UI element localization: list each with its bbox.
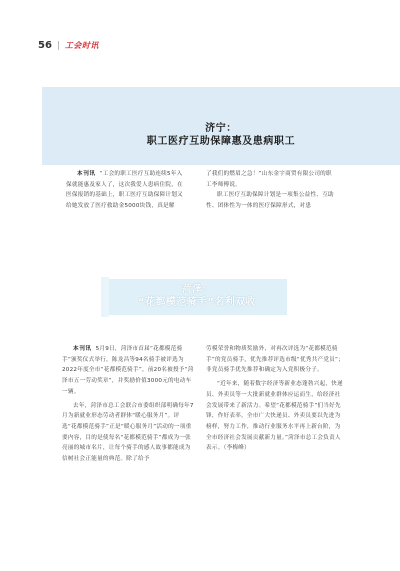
article1-right-para1: 了我们的燃眉之急！”山东金宇商贸有限公司的职工李师傅说。: [206, 171, 332, 188]
article2-lead-label: 本刊讯: [73, 346, 92, 352]
article2-right-para2: “近年来，随着数字经济等新业态蓬勃兴起，快递员、外卖员等一大批新就业群体应运而生，给经济社会发展带来了新活力。希望“花都模范骑手”们当好先锋，作好表率。全市广大快递员、外卖员要以先进为榜样，努力工作，推动行业服务水平再上新台阶，为全市经济社会发展贡献新力量。”菏泽市总工会负责人表示。（李梅峰）: [206, 381, 343, 452]
article1-lead-label: 本刊讯: [77, 171, 96, 177]
article2-column-right: [206, 344, 344, 454]
page-header: [38, 38, 99, 52]
article2-title-headline: “花都模范骑手”名利双收: [138, 297, 256, 308]
article2-left-para1-wrap: [62, 344, 194, 398]
article2-column-left: [62, 344, 194, 465]
article1-title: [42, 122, 400, 148]
article1-left-text: “工会的职工医疗互助连续5年入保就能惠及家人了，这次我爱人患病住院，在医保报销的基础上，职工医疗互助保障计划又给她发放了医疗救助金5000块钱，真是解: [66, 171, 183, 210]
article1-column-right: [206, 169, 337, 212]
header-divider: [58, 41, 59, 50]
article2-right-para1: 劳模荣誉和物质奖励外，对再次评选为“花都模范骑手”的党员骑手，优先推荐评选市级“优秀共产党员”；非党员骑手优先推荐和确定为入党积极分子。: [206, 346, 345, 374]
column-name: 工会时讯: [64, 39, 99, 50]
article1-title-city: 济宁：: [205, 123, 237, 134]
article1-title-headline: 职工医疗互助保障惠及患病职工: [146, 136, 296, 147]
article2-title-city: 菏泽：: [182, 284, 212, 295]
article2-left-para2: 去年，菏泽市总工会联合市委组织部明确每年7月为新就业形态劳动者群体“暖心服务月”。评选“花都模范骑手”正是“暖心服务月”活动的一项重要内容，目的是使每名“花都模范骑手”都成为一张亮丽的城市名片，让每个骑手的感人故事都能成为信树社会正能量的典范。除了给予: [62, 402, 194, 463]
article2-left-para1: 5月9日，菏泽市首届“花都模范骑手”颁奖仪式举行，陈龙昌等94名骑手被评选为2022年度全市“花都模范骑手”，前20名被授予“菏泽市五一劳动奖章”，并奖励价值3000元的电动车一辆。: [62, 346, 194, 395]
page-number: 56: [38, 39, 52, 51]
article1-right-para2: 职工医疗互助保障计划是一项集公益性、互助性、团体性为一体的医疗保障形式，对患: [206, 192, 334, 210]
article1-paragraph: [66, 169, 188, 212]
article1-column-left: [66, 169, 188, 212]
article2-title: [107, 283, 287, 309]
